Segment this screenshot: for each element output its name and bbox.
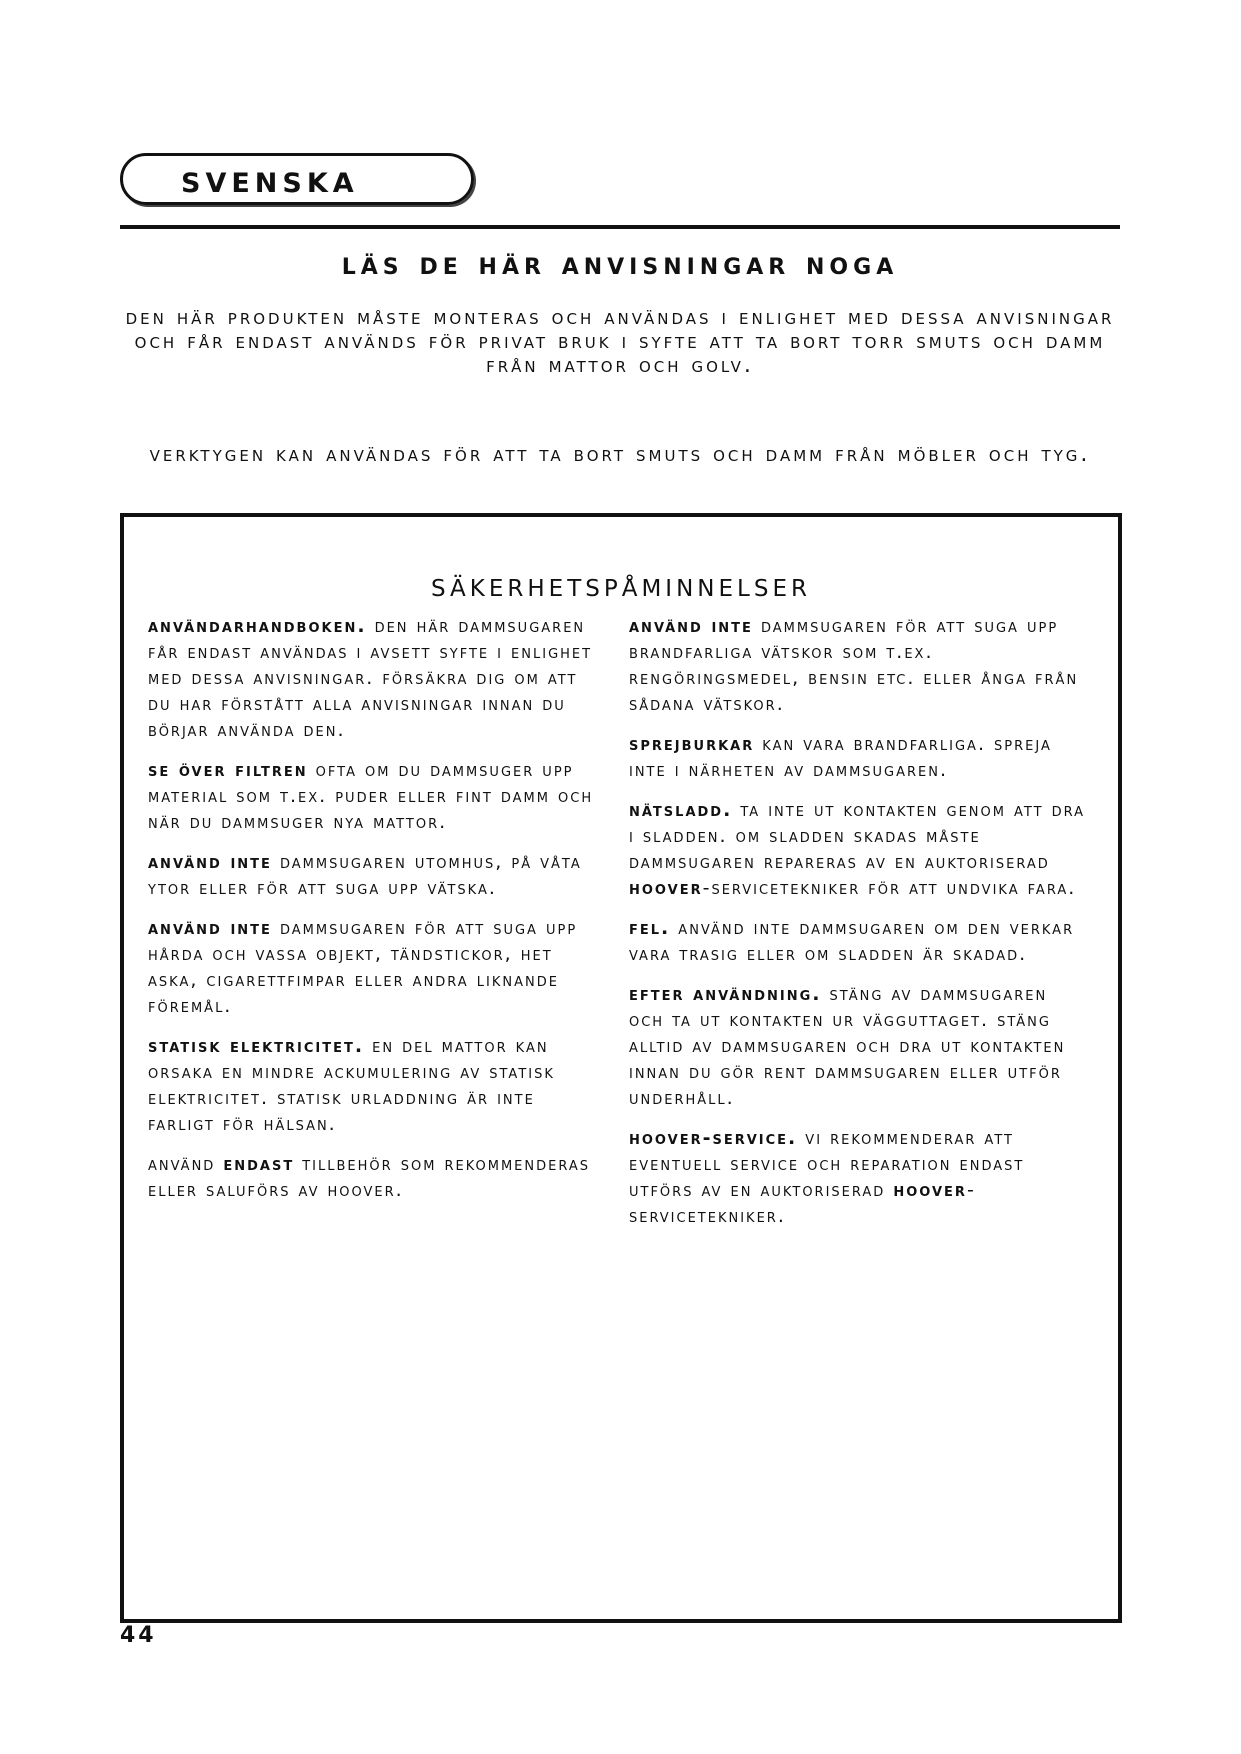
safety-item: statisk elektricitet. en del mattor kan orsaka en mindre ackumulering av statisk elektricitet. statisk urladdning är inte farligt för hälsan. [148,1035,555,1135]
safety-item: använd endast tillbehör som rekommenderas eller saluförs av hoover. [148,1153,590,1201]
safety-item: efter användning. stäng av dammsugaren och ta ut kontakten ur vägguttaget. stäng alltid av dammsugaren och dra ut kontakten innan du gör rent dammsugaren eller utför underhåll. [629,983,1066,1109]
safety-item: användarhandboken. den här dammsugaren får endast användas i avsett syfte i enlighet med dessa anvisningar. försäkra dig om att du har förstått alla anvisningar innan du börjar använda den. [148,615,593,741]
safety-item: nätsladd. ta inte ut kontakten genom att dra i sladden. om sladden skadas måste dammsugaren repareras av en auktoriserad hoover-servicetekniker för att undvika fara. [629,799,1085,899]
safety-item: fel. använd inte dammsugaren om den verkar vara trasig eller om sladden är skadad. [629,917,1075,965]
safety-column-left [148,613,608,1217]
page-heading: läs de här anvisningar noga [341,246,899,282]
safety-item: använd inte dammsugaren för att suga upp brandfarliga vätskor som t.ex. rengöringsmedel, bensin etc. eller ånga från sådana vätskor. [629,615,1079,715]
safety-item: hoover-service. vi rekommenderar att eventuell service och reparation endast utförs av en auktoriserad hoover-servicetekniker. [629,1127,1025,1227]
safety-box [120,513,1122,1623]
safety-item: använd inte dammsugaren utomhus, på våta ytor eller för att suga upp vätska. [148,851,582,899]
language-tab: svenska [120,153,474,205]
intro-paragraph-1: den här produkten måste monteras och användas i enlighet med dessa anvisningar och får endast används för privat bruk i syfte att ta bort torr smuts och damm från mattor och golv. [125,305,1115,378]
safety-item: se över filtren ofta om du dammsuger upp material som t.ex. puder eller fint damm och när du dammsuger nya mattor. [148,759,594,833]
header-rule [120,225,1120,229]
page-number: 44 [120,1623,157,1648]
safety-item: använd inte dammsugaren för att suga upp hårda och vassa objekt, tändstickor, het aska, cigarettfimpar eller andra liknande föremål. [148,917,578,1017]
intro-paragraph-2: verktygen kan användas för att ta bort smuts och damm från möbler och tyg. [149,442,1091,467]
safety-column-right [629,613,1089,1243]
safety-item: sprejburkar kan vara brandfarliga. spreja inte i närheten av dammsugaren. [629,733,1052,781]
safety-box-title: säkerhetspåminnelser [431,565,811,604]
